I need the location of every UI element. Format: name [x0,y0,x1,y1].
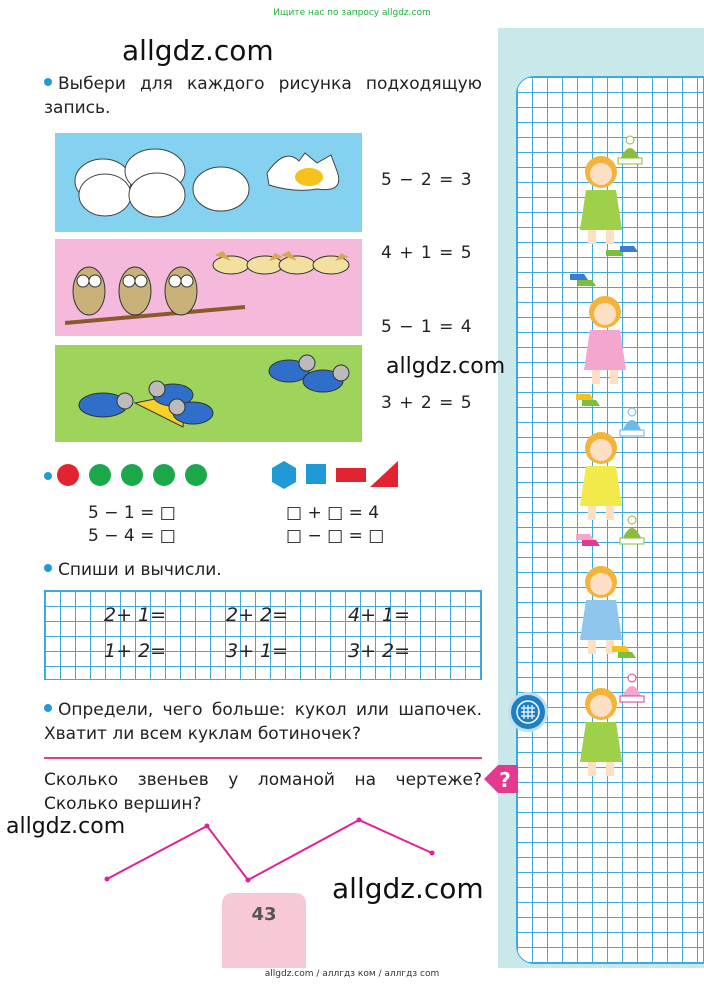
section-divider [44,757,482,759]
bird-icon [247,253,283,274]
circle-icon [121,464,143,486]
triangle-icon [370,461,398,487]
owl-icon [165,267,197,315]
top-search-note: Ищите нас по запросу allgdz.com [273,8,431,18]
boot-icon [576,534,600,546]
handwritten-expression: 1+ 2= [104,640,167,662]
boot-icon [570,274,596,286]
equation: 4 + 1 = 5 [381,243,473,263]
bullet-icon [44,78,52,86]
boot-icon [612,646,636,658]
owl-icon [119,267,151,315]
handwritten-expression: 4+ 1= [348,604,411,626]
bird-icon [213,251,249,274]
hexagon-icon [272,461,296,489]
bullet-icon [44,704,52,712]
footer-note: allgdz.com / аллгдз ком / аллгдз com [264,969,440,979]
vertex-point [205,824,210,829]
circle-icon [185,464,207,486]
doll-icon [580,688,622,776]
page-number: 43 [251,904,277,925]
watermark: allgdz.com [332,872,484,905]
hat-icon [618,136,642,164]
equation: 5 − 2 = 3 [381,170,473,190]
owl-icon [73,267,105,315]
doll-icon [584,296,626,384]
circles-row [56,462,216,488]
watermark: allgdz.com [122,34,274,67]
task-1-instruction: Выбери для каждого рисунка подходящую запись. [44,74,482,118]
eggs-picture [55,133,362,232]
question-icon [484,762,518,796]
equation: 5 − 1 = 4 [381,317,473,337]
dolls-illustration [556,130,696,830]
broken-line [107,820,432,880]
vertex-point [246,878,251,883]
expression: 5 − 4 = □ [88,526,176,546]
hat-icon [620,674,644,702]
circle-icon [57,464,79,486]
handwritten-expression: 3+ 1= [226,640,289,662]
expression: □ + □ = 4 [286,503,380,523]
bullet-icon [44,472,52,480]
doll-icon [580,566,622,654]
square-icon [306,464,326,484]
task-4-instruction: Определи, чего больше: кукол или шапочек. Хватит ли всем куклам ботиночек? [44,700,482,744]
boot-icon [576,394,600,406]
expression: □ − □ = □ [286,526,385,546]
bird-icon [313,253,349,274]
handwritten-expression: 2+ 1= [104,604,167,626]
circle-icon [153,464,175,486]
vertex-point [357,818,362,823]
svg-text:?: ? [499,768,511,792]
hat-icon [620,408,644,436]
expression: 5 − 1 = □ [88,503,176,523]
grid-icon [508,692,548,732]
vertex-point [430,851,435,856]
mice-picture [55,345,362,442]
task-5-question: Сколько звеньев у ломаной на чертеже? Сколько вершин? [44,770,482,814]
watermark: allgdz.com [386,354,506,379]
circle-icon [89,464,111,486]
bullet-icon [44,564,52,572]
equation: 3 + 2 = 5 [381,393,473,413]
handwritten-expression: 3+ 2= [348,640,411,662]
task-3-instruction: Спиши и вычисли. [44,558,222,582]
boot-icon [606,246,638,256]
vertex-point [105,877,110,882]
owls-picture [55,239,362,336]
watermark: allgdz.com [6,814,126,839]
mouse-icon [79,393,133,417]
bird-icon [279,251,315,274]
hat-icon [620,516,644,544]
doll-icon [580,432,622,520]
rectangle-icon [336,468,366,482]
handwritten-expression: 2+ 2= [226,604,289,626]
doll-icon [580,156,622,244]
shapes-row [268,459,404,489]
